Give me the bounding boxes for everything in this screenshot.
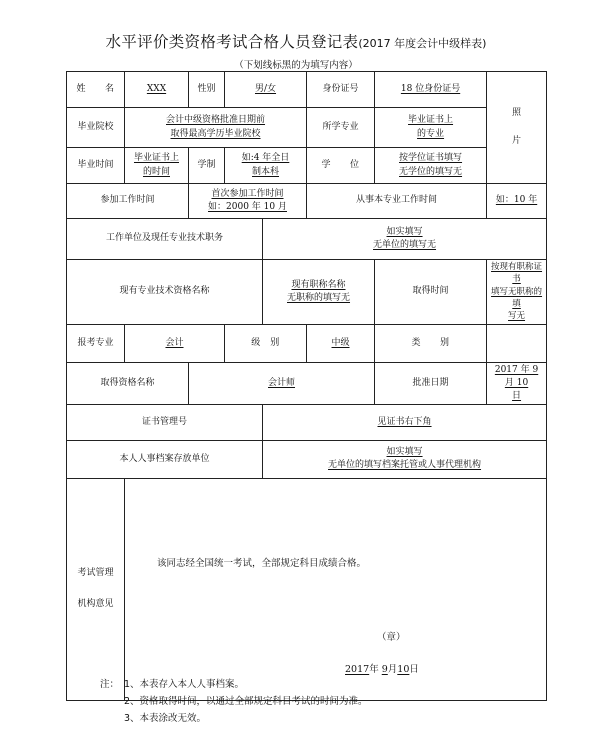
current-title-value[interactable]: 现有职称名称 无职称的填写无: [263, 260, 375, 325]
qual-name-value[interactable]: 会计师: [189, 362, 375, 404]
form-title-main: 水平评价类资格考试合格人员登记表: [105, 33, 359, 51]
cert-no-value[interactable]: 见证书右下角: [263, 404, 547, 440]
opinion-label: 考试管理 机构意见: [67, 478, 125, 700]
category-label: 类 别: [375, 324, 487, 362]
opinion-date: 2017年 9月10日: [345, 663, 419, 675]
years-label: 从事本专业工作时间: [307, 184, 487, 219]
years-value[interactable]: 如：10 年: [487, 184, 547, 219]
category-value[interactable]: [487, 324, 547, 362]
opinion-area[interactable]: [125, 478, 547, 700]
seal-placeholder: （章）: [377, 631, 406, 643]
grad-time-value[interactable]: 毕业证书上 的时间: [125, 148, 189, 184]
degree-label: 学 位: [307, 148, 375, 184]
gender-label: 性别: [189, 72, 225, 108]
id-value[interactable]: 18 位身份证号: [375, 72, 487, 108]
note-item: 3、本表涂改无效。: [124, 713, 207, 724]
level-label: 级 别: [225, 324, 307, 362]
major-value[interactable]: 毕业证书上 的专业: [375, 108, 487, 148]
footnotes: [100, 676, 368, 727]
current-title-label: 现有专业技术资格名称: [67, 260, 263, 325]
exam-major-label: 报考专业: [67, 324, 125, 362]
photo-label: 照: [512, 108, 522, 119]
major-label: 所学专业: [307, 108, 375, 148]
photo-box: [487, 72, 547, 184]
system-value[interactable]: 如:4 年全日 制本科: [225, 148, 307, 184]
photo-label-2: 片: [512, 135, 522, 146]
work-start-value[interactable]: 首次参加工作时间 如：2000 年 10 月: [189, 184, 307, 219]
id-label: 身份证号: [307, 72, 375, 108]
obtain-time-value[interactable]: 按现有职称证书 填写无职称的填 写无: [487, 260, 547, 325]
obtain-time-label: 取得时间: [375, 260, 487, 325]
system-label: 学制: [189, 148, 225, 184]
work-start-label: 参加工作时间: [67, 184, 189, 219]
form-title-sub: (2017 年度会计中级样表): [358, 37, 487, 50]
school-value[interactable]: 会计中级资格批准日期前 取得最高学历毕业院校: [125, 108, 307, 148]
degree-value[interactable]: 按学位证书填写 无学位的填写无: [375, 148, 487, 184]
level-value[interactable]: 中级: [307, 324, 375, 362]
grad-time-label: 毕业时间: [67, 148, 125, 184]
form-subtitle: （下划线标黑的为填写内容）: [234, 60, 358, 71]
note-item: 2、资格取得时间，以通过全部规定科目考试的时间为准。: [124, 696, 368, 707]
name-value[interactable]: XXX: [125, 72, 189, 108]
approve-date-value[interactable]: 2017 年 9 月 10 日: [487, 362, 547, 404]
opinion-text: 该同志经全国统一考试，全部规定科目成绩合格。: [157, 557, 367, 569]
exam-major-value[interactable]: 会计: [125, 324, 225, 362]
registration-form-table: [66, 71, 547, 701]
form-title: [0, 30, 592, 52]
name-label: 姓 名: [67, 72, 125, 108]
note-item: 1、本表存入本人人事档案。: [124, 679, 245, 690]
archive-label: 本人人事档案存放单位: [67, 440, 263, 478]
archive-value[interactable]: 如实填写 无单位的填写档案托管或人事代理机构: [263, 440, 547, 478]
notes-head: 注：: [100, 679, 120, 690]
gender-value[interactable]: 男/女: [225, 72, 307, 108]
approve-date-label: 批准日期: [375, 362, 487, 404]
employer-label: 工作单位及现任专业技术职务: [67, 219, 263, 260]
cert-no-label: 证书管理号: [67, 404, 263, 440]
school-label: 毕业院校: [67, 108, 125, 148]
qual-name-label: 取得资格名称: [67, 362, 189, 404]
employer-value[interactable]: 如实填写 无单位的填写无: [263, 219, 547, 260]
